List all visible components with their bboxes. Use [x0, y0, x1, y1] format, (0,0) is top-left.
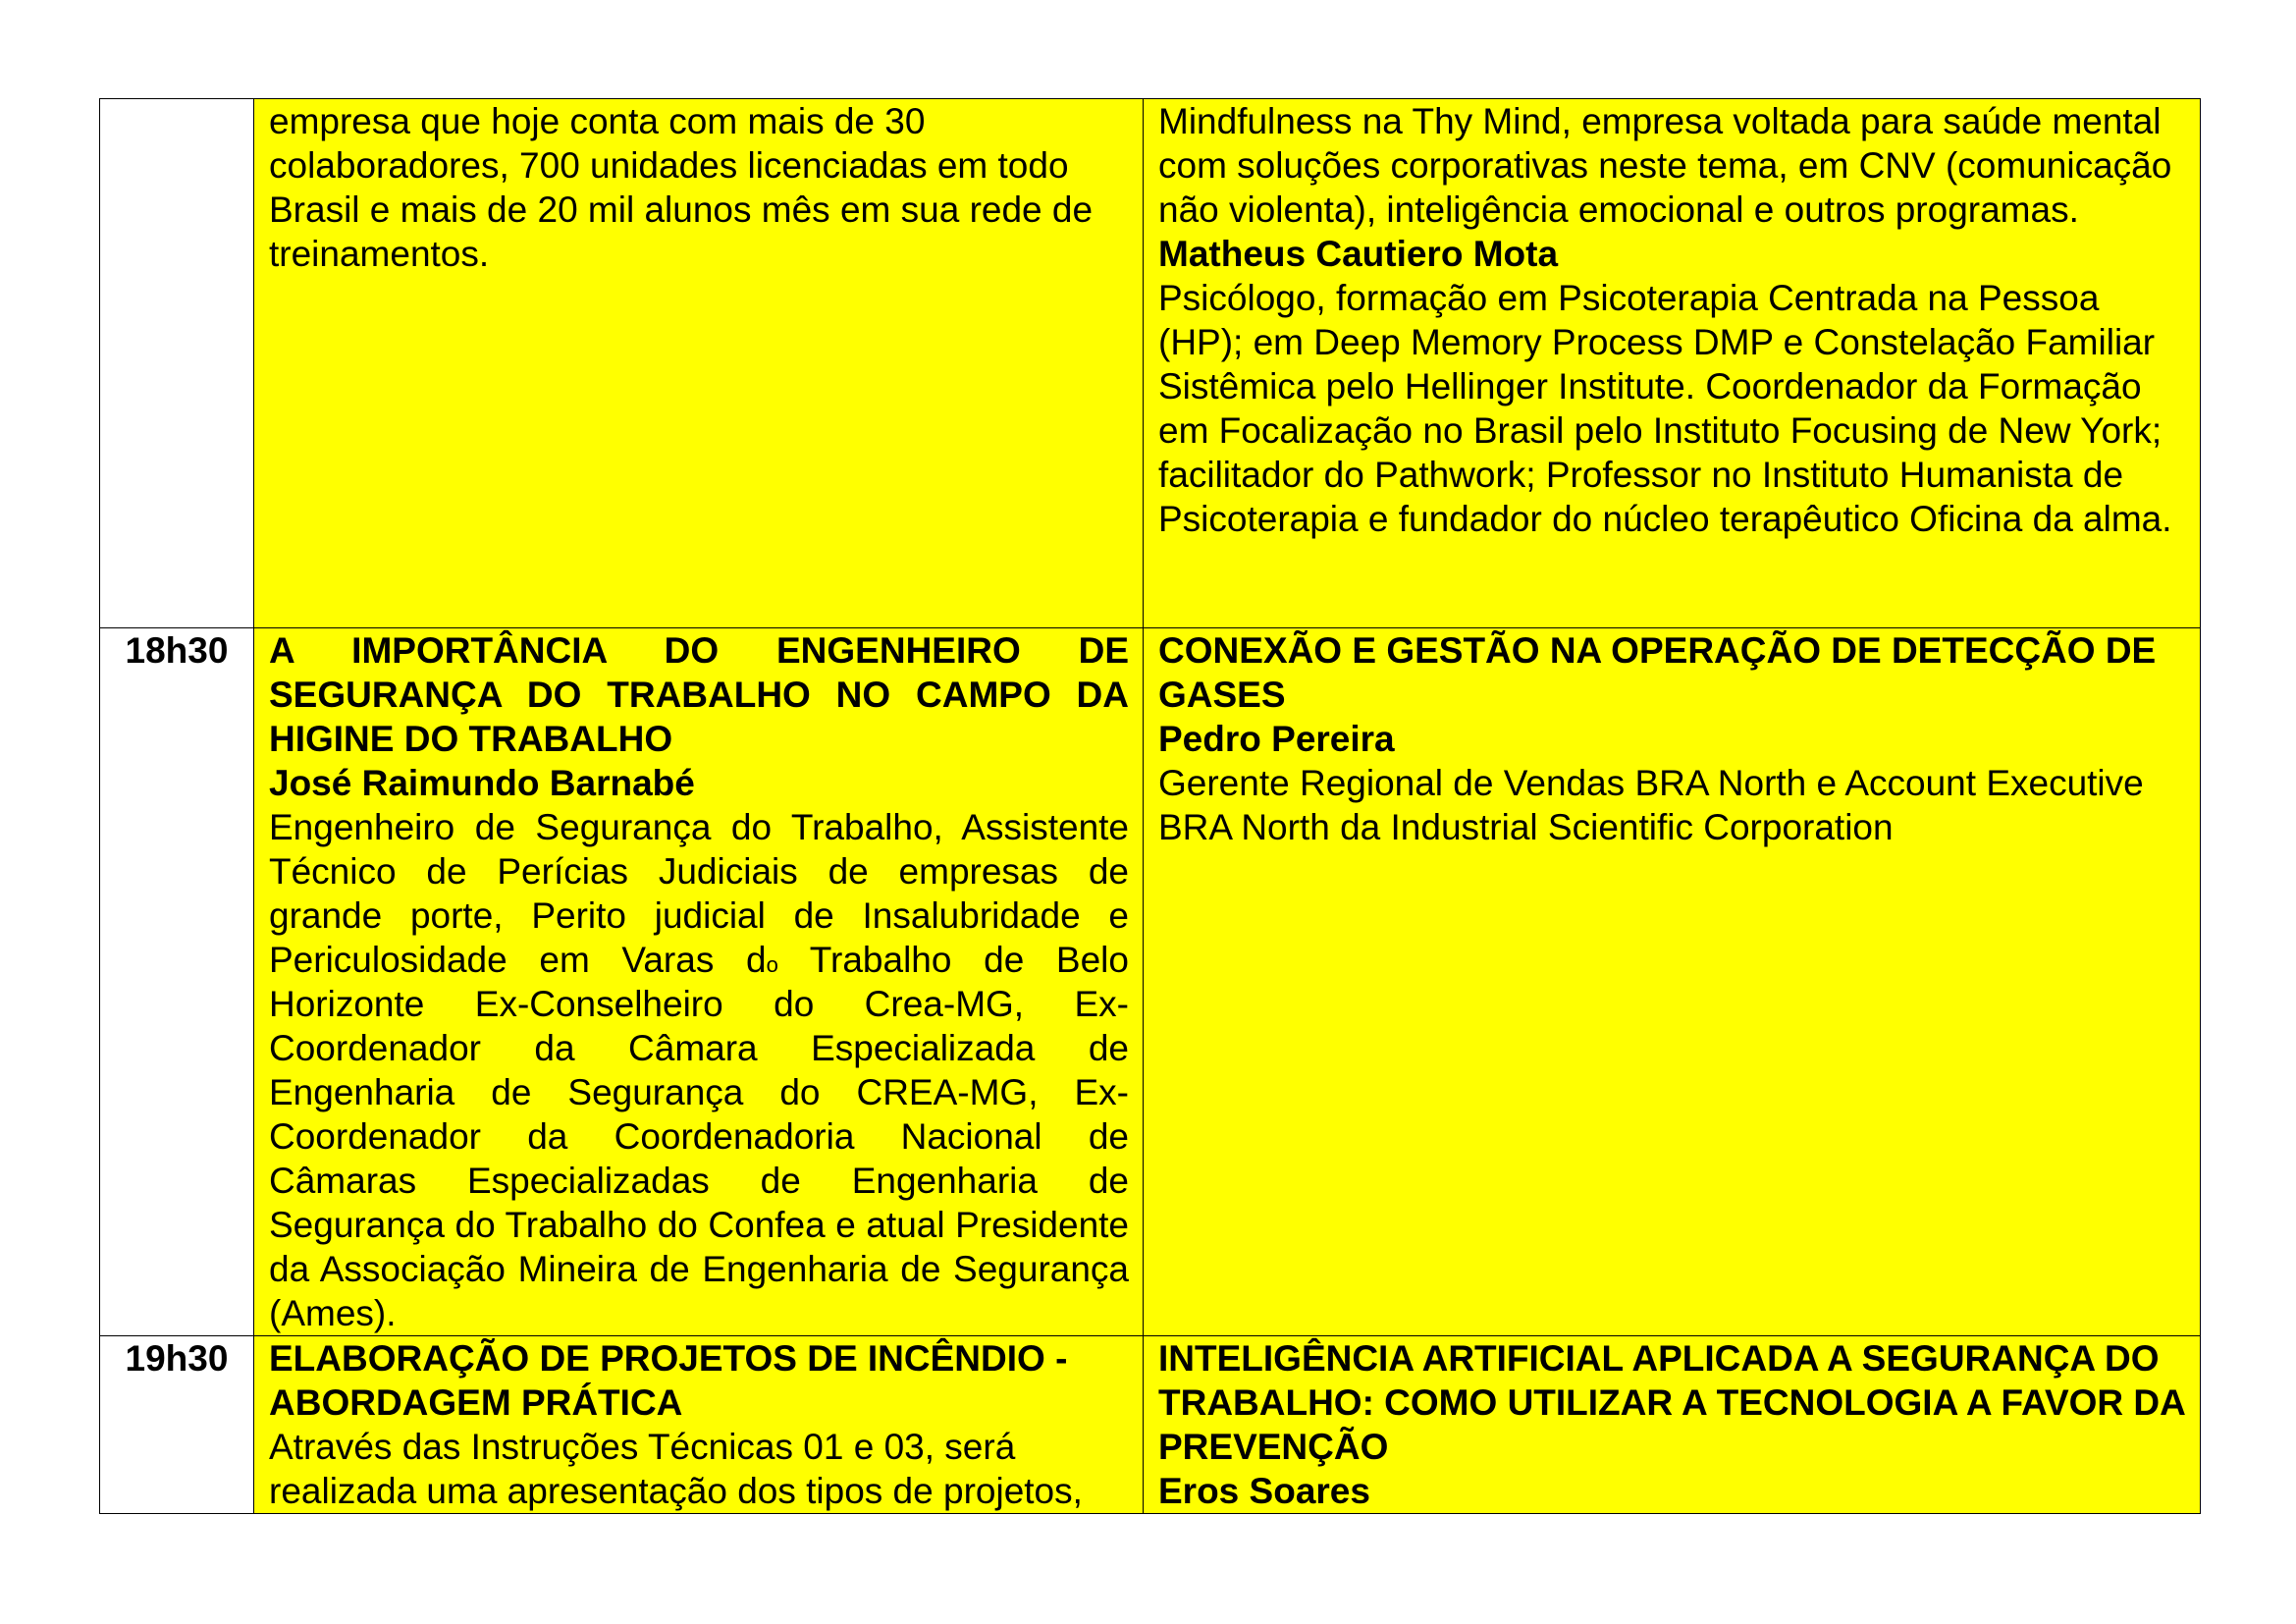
speaker-bio: Gerente Regional de Vendas BRA North e Account Executive BRA North da Industrial Scientific Corporation — [1158, 763, 2144, 847]
time-cell: 18h30 — [100, 628, 254, 1336]
session-title: INTELIGÊNCIA ARTIFICIAL APLICADA A SEGURANÇA DO TRABALHO: COMO UTILIZAR A TECNOLOGIA A FAVOR DA PREVENÇÃO — [1158, 1338, 2185, 1467]
speaker-bio-part1: Engenheiro de Segurança do Trabalho, Assistente Técnico de Perícias Judiciais de empresas de grande porte, Perito judicial de Insalubridade e Periculosidade em Varas d — [269, 807, 1129, 980]
table-row — [100, 99, 2201, 628]
speaker-name: Pedro Pereira — [1158, 719, 1395, 759]
session-text: Através das Instruções Técnicas 01 e 03, será realizada uma apresentação dos tipos de projetos, — [269, 1427, 1083, 1511]
session-cell-b — [1144, 628, 2201, 1336]
session-title: CONEXÃO E GESTÃO NA OPERAÇÃO DE DETECÇÃO DE GASES — [1158, 630, 2157, 715]
session-text: empresa que hoje conta com mais de 30 colaboradores, 700 unidades licenciadas em todo Brasil e mais de 20 mil alunos mês em sua rede de treinamentos. — [269, 101, 1094, 274]
session-title: A IMPORTÂNCIA DO ENGENHEIRO DE SEGURANÇA DO TRABALHO NO CAMPO DA HIGINE DO TRABALHO — [269, 630, 1129, 759]
table-row — [100, 628, 2201, 1336]
session-title: ELABORAÇÃO DE PROJETOS DE INCÊNDIO - ABORDAGEM PRÁTICA — [269, 1338, 1068, 1423]
table-row — [100, 1336, 2201, 1514]
session-cell-b — [1144, 99, 2201, 628]
session-intro: Mindfulness na Thy Mind, empresa voltada para saúde mental com soluções corporativas neste tema, em CNV (comunicação não violenta), inteligência emocional e outros programas. — [1158, 101, 2172, 230]
session-cell-a — [254, 99, 1144, 628]
speaker-bio-part2: Trabalho de Belo Horizonte Ex-Conselheiro do Crea-MG, Ex-Coordenador da Câmara Especializada de Engenharia de Segurança do CREA-MG, Ex-Coordenador da Coordenadoria Nacional de Câmaras Especializadas de Engenharia de Segurança do Trabalho do Confea e atual Presidente da Associação Mineira de Engenharia de Segurança (Ames). — [269, 940, 1129, 1333]
session-cell-a — [254, 1336, 1144, 1514]
session-cell-a — [254, 628, 1144, 1336]
speaker-bio: Psicólogo, formação em Psicoterapia Centrada na Pessoa (HP); em Deep Memory Process DMP e Constelação Familiar Sistêmica pelo Hellinger Institute. Coordenador da Formação em Focalização no Brasil pelo Instituto Focusing de New York; facilitador do Pathwork; Professor no Instituto Humanista de Psicoterapia e fundador do núcleo terapêutico Oficina da alma. — [1158, 278, 2172, 539]
schedule-table — [99, 98, 2201, 1514]
session-cell-b — [1144, 1336, 2201, 1514]
speaker-name: Matheus Cautiero Mota — [1158, 234, 1559, 274]
time-cell — [100, 99, 254, 628]
speaker-bio — [269, 805, 1129, 1335]
speaker-name: José Raimundo Barnabé — [269, 763, 695, 803]
time-cell: 19h30 — [100, 1336, 254, 1514]
speaker-name: Eros Soares — [1158, 1471, 1370, 1511]
speaker-bio-subscript: o — [766, 952, 778, 977]
